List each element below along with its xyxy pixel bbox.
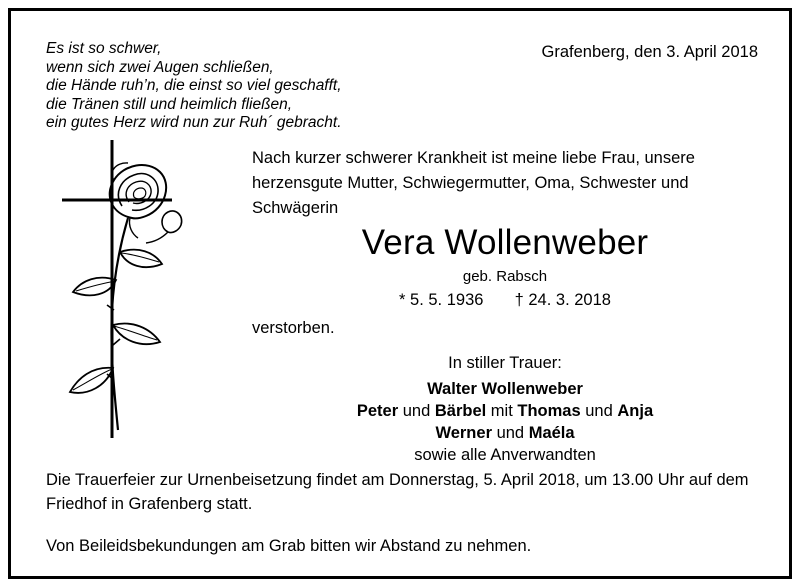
- mourner-name: Maéla: [528, 424, 575, 442]
- mourner-conjunction: und: [492, 424, 529, 442]
- mourner-name: Thomas: [517, 402, 581, 420]
- mourner-name: Walter Wollenweber: [427, 380, 583, 398]
- mourner-conjunction: und: [398, 402, 435, 420]
- verstorben-text: verstorben.: [252, 319, 335, 337]
- mourner-conjunction: mit: [486, 402, 518, 420]
- mourners-block: [252, 352, 758, 466]
- mourning-heading: In stiller Trauer:: [448, 354, 562, 372]
- cross-with-rose-icon: [40, 140, 230, 440]
- mourner-line: [252, 422, 758, 444]
- poem-line-2: wenn sich zwei Augen schließen,: [46, 58, 274, 76]
- mourner-name: Werner: [435, 424, 492, 442]
- poem-line-3: die Hände ruh’n, die einst so viel geschafft,: [46, 77, 342, 94]
- poem-line-5: ein gutes Herz wird nun zur Ruh´ gebracht.: [46, 114, 342, 131]
- mourner-line: [252, 378, 758, 400]
- condolences-note: Von Beileidsbekundungen am Grab bitten wir Abstand zu nehmen.: [46, 537, 532, 555]
- place-date: Grafenberg, den 3. April 2018: [541, 43, 758, 61]
- intro-paragraph: Nach kurzer schwerer Krankheit ist meine liebe Frau, unsere herzensgute Mutter, Schwiegermutter, Oma, Schwester und Schwägerin: [252, 149, 695, 217]
- mourner-conjunction: und: [580, 402, 618, 420]
- poem-block: [46, 40, 342, 133]
- mourner-name: Anja: [617, 402, 654, 420]
- poem-line-4: die Tränen still und heimlich fließen,: [46, 95, 293, 113]
- funeral-details: Die Trauerfeier zur Urnenbeisetzung findet am Donnerstag, 5. April 2018, um 13.00 Uhr auf dem Friedhof in Grafenberg statt.: [46, 471, 749, 513]
- birth-date: * 5. 5. 1936: [399, 291, 484, 309]
- maiden-name: geb. Rabsch: [462, 268, 548, 285]
- life-dates: [252, 291, 758, 310]
- mourner-line: [252, 400, 758, 422]
- poem-line-1: Es ist so schwer,: [46, 40, 162, 57]
- mourner-conjunction: sowie alle Anverwandten: [414, 446, 596, 464]
- deceased-name: Vera Wollenweber: [361, 223, 649, 262]
- mourner-name: Peter: [356, 402, 399, 420]
- mourner-name: Bärbel: [434, 402, 487, 420]
- closing-block: [46, 468, 758, 558]
- mourner-line: [252, 444, 758, 466]
- death-date: † 24. 3. 2018: [514, 291, 611, 309]
